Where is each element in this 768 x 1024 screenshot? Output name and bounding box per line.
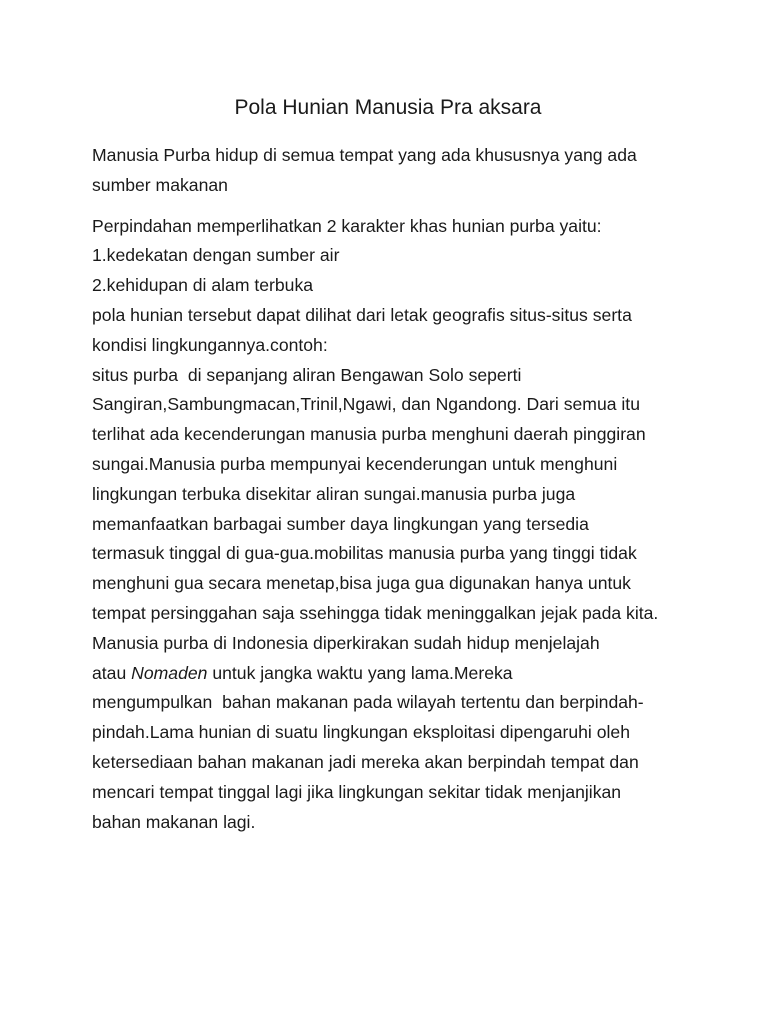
intro-paragraph xyxy=(92,141,704,201)
text-line: 1.kedekatan dengan sumber air xyxy=(92,245,340,266)
text-line: sumber makanan xyxy=(92,174,228,195)
text-line: tempat persinggahan saja ssehingga tidak meninggalkan jejak pada kita. xyxy=(92,602,659,623)
text-line: Sangiran,Sambungmacan,Trinil,Ngawi, dan Ngandong. Dari semua itu xyxy=(92,394,640,415)
text-line: memanfaatkan barbagai sumber daya lingkungan yang tersedia xyxy=(92,513,589,534)
text-line: situs purba di sepanjang aliran Bengawan Solo seperti xyxy=(92,364,522,385)
text-segment: untuk jangka waktu yang lama.Mereka xyxy=(207,662,513,683)
text-line: Manusia Purba hidup di semua tempat yang ada khususnya yang ada xyxy=(92,145,637,165)
nomaden-italic-term: Nomaden xyxy=(131,662,208,683)
text-line: lingkungan terbuka disekitar aliran sungai.manusia purba juga xyxy=(92,483,576,504)
text-line: terlihat ada kecenderungan manusia purba menghuni daerah pinggiran xyxy=(92,424,646,445)
text-line: termasuk tinggal di gua-gua.mobilitas manusia purba yang tinggi tidak xyxy=(92,543,637,564)
document-title: Pola Hunian Manusia Pra aksara xyxy=(234,96,542,119)
text-line: Perpindahan memperlihatkan 2 karakter khas hunian purba yaitu: xyxy=(92,215,602,236)
text-line: bahan makanan lagi. xyxy=(92,811,256,832)
text-line: pola hunian tersebut dapat dilihat dari letak geografis situs-situs serta xyxy=(92,304,632,325)
text-line-nomaden xyxy=(92,659,704,689)
text-line: mengumpulkan bahan makanan pada wilayah tertentu dan berpindah- xyxy=(92,692,644,713)
text-segment: atau xyxy=(92,662,132,683)
text-line: menghuni gua secara menetap,bisa juga gua digunakan hanya untuk xyxy=(92,573,631,594)
text-line: mencari tempat tinggal lagi jika lingkungan sekitar tidak menjanjikan xyxy=(92,781,622,802)
text-line: ketersediaan bahan makanan jadi mereka akan berpindah tempat dan xyxy=(92,751,639,772)
text-line: 2.kehidupan di alam terbuka xyxy=(92,275,314,296)
main-paragraph xyxy=(92,212,704,838)
text-line: Manusia purba di Indonesia diperkirakan sudah hidup menjelajah xyxy=(92,632,600,653)
text-line: kondisi lingkungannya.contoh: xyxy=(92,334,328,355)
text-line: pindah.Lama hunian di suatu lingkungan eksploitasi dipengaruhi oleh xyxy=(92,722,630,743)
text-line: sungai.Manusia purba mempunyai kecenderungan untuk menghuni xyxy=(92,453,618,474)
